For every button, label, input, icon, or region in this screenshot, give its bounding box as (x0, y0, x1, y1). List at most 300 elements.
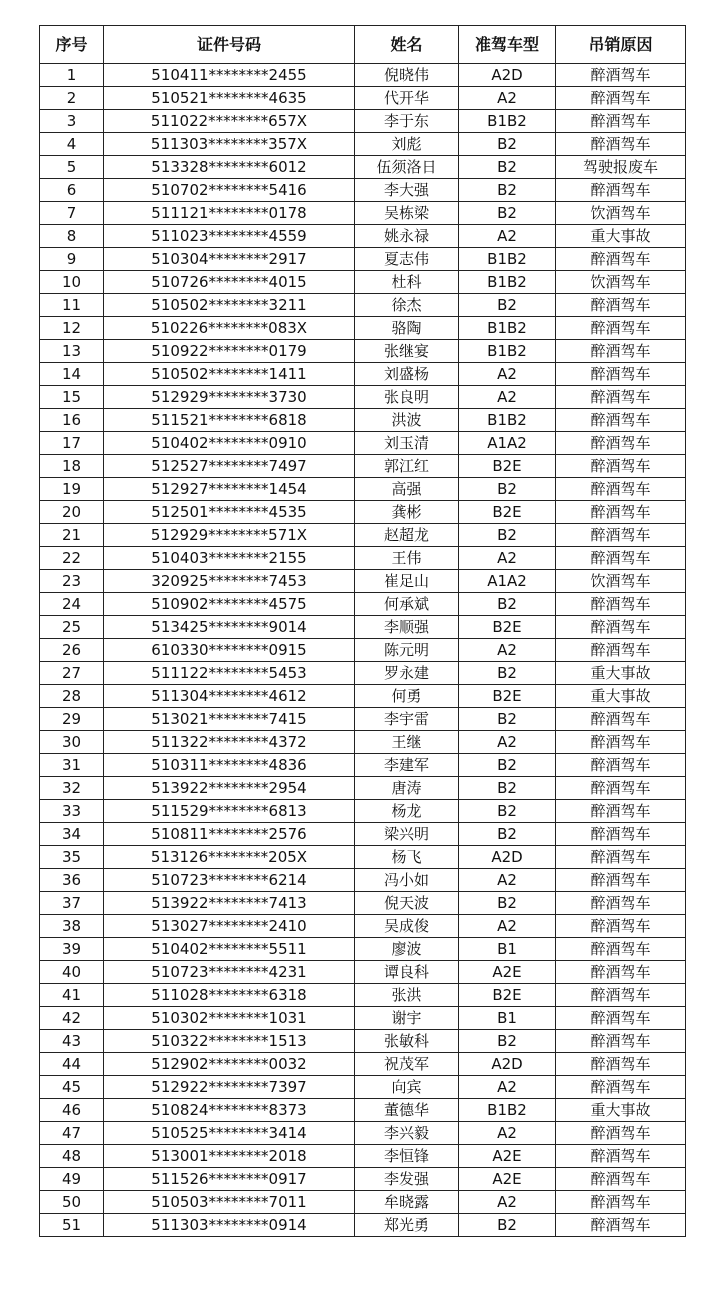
cell-id-number: 513027********2410 (104, 915, 355, 938)
cell-id-number: 513922********2954 (104, 777, 355, 800)
table-row (40, 777, 686, 800)
cell-revocation-reason: 醉酒驾车 (556, 1191, 686, 1214)
cell-index: 13 (40, 340, 104, 363)
cell-id-number: 510525********3414 (104, 1122, 355, 1145)
cell-id-number: 510411********2455 (104, 64, 355, 87)
table-row (40, 524, 686, 547)
cell-name: 伍须洛日 (355, 156, 459, 179)
cell-id-number: 513922********7413 (104, 892, 355, 915)
table-row (40, 202, 686, 225)
cell-index: 7 (40, 202, 104, 225)
header-index: 序号 (40, 26, 104, 64)
cell-name: 崔足山 (355, 570, 459, 593)
cell-revocation-reason: 醉酒驾车 (556, 1145, 686, 1168)
cell-index: 36 (40, 869, 104, 892)
cell-revocation-reason: 醉酒驾车 (556, 409, 686, 432)
cell-index: 41 (40, 984, 104, 1007)
cell-license-class: B2 (459, 892, 556, 915)
cell-index: 43 (40, 1030, 104, 1053)
header-name: 姓名 (355, 26, 459, 64)
cell-id-number: 513425********9014 (104, 616, 355, 639)
cell-revocation-reason: 醉酒驾车 (556, 731, 686, 754)
cell-name: 冯小如 (355, 869, 459, 892)
cell-id-number: 512929********571X (104, 524, 355, 547)
cell-index: 51 (40, 1214, 104, 1237)
cell-index: 5 (40, 156, 104, 179)
table-row (40, 869, 686, 892)
cell-license-class: A2 (459, 639, 556, 662)
cell-revocation-reason: 醉酒驾车 (556, 777, 686, 800)
cell-index: 37 (40, 892, 104, 915)
cell-id-number: 511303********0914 (104, 1214, 355, 1237)
table-row (40, 294, 686, 317)
cell-license-class: B2 (459, 662, 556, 685)
cell-index: 44 (40, 1053, 104, 1076)
table-row (40, 110, 686, 133)
cell-name: 李兴毅 (355, 1122, 459, 1145)
cell-name: 郑光勇 (355, 1214, 459, 1237)
cell-revocation-reason: 醉酒驾车 (556, 938, 686, 961)
cell-license-class: B1B2 (459, 317, 556, 340)
table-row (40, 800, 686, 823)
cell-index: 50 (40, 1191, 104, 1214)
cell-index: 34 (40, 823, 104, 846)
cell-license-class: B1 (459, 938, 556, 961)
cell-revocation-reason: 醉酒驾车 (556, 64, 686, 87)
cell-license-class: B2 (459, 133, 556, 156)
cell-license-class: A2D (459, 846, 556, 869)
cell-index: 35 (40, 846, 104, 869)
cell-license-class: B2 (459, 823, 556, 846)
cell-id-number: 510503********7011 (104, 1191, 355, 1214)
cell-revocation-reason: 醉酒驾车 (556, 363, 686, 386)
cell-id-number: 510824********8373 (104, 1099, 355, 1122)
cell-index: 22 (40, 547, 104, 570)
cell-id-number: 511122********5453 (104, 662, 355, 685)
cell-name: 姚永禄 (355, 225, 459, 248)
cell-id-number: 511022********657X (104, 110, 355, 133)
cell-index: 18 (40, 455, 104, 478)
cell-id-number: 512501********4535 (104, 501, 355, 524)
table-row (40, 662, 686, 685)
cell-name: 洪波 (355, 409, 459, 432)
cell-id-number: 511303********357X (104, 133, 355, 156)
cell-revocation-reason: 醉酒驾车 (556, 961, 686, 984)
cell-license-class: B2E (459, 616, 556, 639)
cell-revocation-reason: 醉酒驾车 (556, 639, 686, 662)
cell-revocation-reason: 饮酒驾车 (556, 202, 686, 225)
cell-license-class: B2 (459, 800, 556, 823)
table-row (40, 1099, 686, 1122)
cell-id-number: 511121********0178 (104, 202, 355, 225)
table-row (40, 708, 686, 731)
cell-name: 李于东 (355, 110, 459, 133)
cell-index: 3 (40, 110, 104, 133)
cell-index: 47 (40, 1122, 104, 1145)
cell-index: 19 (40, 478, 104, 501)
table-row (40, 225, 686, 248)
table-body (40, 64, 686, 1237)
cell-name: 代开华 (355, 87, 459, 110)
cell-id-number: 510521********4635 (104, 87, 355, 110)
cell-revocation-reason: 醉酒驾车 (556, 248, 686, 271)
cell-name: 廖波 (355, 938, 459, 961)
cell-name: 李建军 (355, 754, 459, 777)
cell-name: 何承斌 (355, 593, 459, 616)
cell-license-class: B1B2 (459, 271, 556, 294)
cell-index: 11 (40, 294, 104, 317)
table-row (40, 984, 686, 1007)
cell-id-number: 610330********0915 (104, 639, 355, 662)
cell-name: 杨龙 (355, 800, 459, 823)
cell-name: 谢宇 (355, 1007, 459, 1030)
cell-id-number: 512527********7497 (104, 455, 355, 478)
table-row (40, 1214, 686, 1237)
cell-license-class: B2 (459, 202, 556, 225)
cell-license-class: B2 (459, 524, 556, 547)
cell-name: 谭良科 (355, 961, 459, 984)
cell-index: 33 (40, 800, 104, 823)
cell-revocation-reason: 饮酒驾车 (556, 570, 686, 593)
table-row (40, 1007, 686, 1030)
header-revocation-reason: 吊销原因 (556, 26, 686, 64)
cell-name: 倪天波 (355, 892, 459, 915)
cell-index: 24 (40, 593, 104, 616)
cell-license-class: A2 (459, 731, 556, 754)
cell-revocation-reason: 醉酒驾车 (556, 593, 686, 616)
cell-name: 董德华 (355, 1099, 459, 1122)
cell-revocation-reason: 醉酒驾车 (556, 1168, 686, 1191)
header-id-number: 证件号码 (104, 26, 355, 64)
cell-id-number: 513001********2018 (104, 1145, 355, 1168)
table-row (40, 915, 686, 938)
table-row (40, 156, 686, 179)
cell-license-class: B1B2 (459, 248, 556, 271)
cell-name: 王继 (355, 731, 459, 754)
cell-id-number: 510726********4015 (104, 271, 355, 294)
cell-name: 刘彪 (355, 133, 459, 156)
cell-id-number: 511526********0917 (104, 1168, 355, 1191)
table-row (40, 455, 686, 478)
cell-name: 徐杰 (355, 294, 459, 317)
cell-index: 29 (40, 708, 104, 731)
cell-id-number: 510402********0910 (104, 432, 355, 455)
table-row (40, 340, 686, 363)
cell-revocation-reason: 醉酒驾车 (556, 1214, 686, 1237)
table-row (40, 64, 686, 87)
cell-id-number: 510702********5416 (104, 179, 355, 202)
cell-revocation-reason: 驾驶报废车 (556, 156, 686, 179)
cell-index: 45 (40, 1076, 104, 1099)
cell-name: 李大强 (355, 179, 459, 202)
cell-index: 6 (40, 179, 104, 202)
cell-revocation-reason: 醉酒驾车 (556, 87, 686, 110)
cell-name: 牟晓露 (355, 1191, 459, 1214)
cell-revocation-reason: 重大事故 (556, 685, 686, 708)
table-row (40, 271, 686, 294)
table-row (40, 409, 686, 432)
cell-id-number: 510723********6214 (104, 869, 355, 892)
cell-index: 21 (40, 524, 104, 547)
table-row (40, 754, 686, 777)
cell-index: 12 (40, 317, 104, 340)
cell-revocation-reason: 重大事故 (556, 662, 686, 685)
cell-license-class: A1A2 (459, 432, 556, 455)
cell-license-class: B2 (459, 156, 556, 179)
cell-name: 高强 (355, 478, 459, 501)
table-row (40, 386, 686, 409)
cell-index: 49 (40, 1168, 104, 1191)
cell-license-class: B2E (459, 455, 556, 478)
cell-name: 杨飞 (355, 846, 459, 869)
cell-revocation-reason: 醉酒驾车 (556, 179, 686, 202)
cell-license-class: A2 (459, 869, 556, 892)
cell-license-class: B1B2 (459, 340, 556, 363)
cell-revocation-reason: 重大事故 (556, 1099, 686, 1122)
table-row (40, 501, 686, 524)
cell-index: 32 (40, 777, 104, 800)
cell-index: 39 (40, 938, 104, 961)
cell-name: 陈元明 (355, 639, 459, 662)
table-row (40, 87, 686, 110)
table-row (40, 639, 686, 662)
cell-index: 2 (40, 87, 104, 110)
cell-index: 17 (40, 432, 104, 455)
cell-license-class: A2 (459, 363, 556, 386)
table-row (40, 593, 686, 616)
cell-license-class: A2D (459, 64, 556, 87)
table-row (40, 478, 686, 501)
cell-license-class: B2 (459, 1214, 556, 1237)
table-row (40, 616, 686, 639)
cell-license-class: A2 (459, 87, 556, 110)
table-row (40, 363, 686, 386)
cell-id-number: 510902********4575 (104, 593, 355, 616)
table-row (40, 1191, 686, 1214)
cell-name: 王伟 (355, 547, 459, 570)
cell-license-class: A2E (459, 961, 556, 984)
cell-index: 10 (40, 271, 104, 294)
cell-revocation-reason: 醉酒驾车 (556, 984, 686, 1007)
table-row (40, 1053, 686, 1076)
cell-license-class: A2 (459, 1076, 556, 1099)
cell-index: 27 (40, 662, 104, 685)
cell-id-number: 510403********2155 (104, 547, 355, 570)
cell-revocation-reason: 醉酒驾车 (556, 1076, 686, 1099)
revocation-table (39, 25, 686, 1237)
cell-id-number: 510226********083X (104, 317, 355, 340)
cell-id-number: 513021********7415 (104, 708, 355, 731)
cell-id-number: 512922********7397 (104, 1076, 355, 1099)
cell-license-class: B2E (459, 501, 556, 524)
cell-revocation-reason: 醉酒驾车 (556, 478, 686, 501)
table-row (40, 685, 686, 708)
cell-id-number: 513126********205X (104, 846, 355, 869)
cell-name: 张洪 (355, 984, 459, 1007)
cell-id-number: 510811********2576 (104, 823, 355, 846)
cell-revocation-reason: 醉酒驾车 (556, 110, 686, 133)
cell-revocation-reason: 醉酒驾车 (556, 869, 686, 892)
cell-index: 8 (40, 225, 104, 248)
cell-id-number: 510402********5511 (104, 938, 355, 961)
cell-name: 杜科 (355, 271, 459, 294)
cell-revocation-reason: 饮酒驾车 (556, 271, 686, 294)
cell-license-class: A2 (459, 386, 556, 409)
cell-name: 郭江红 (355, 455, 459, 478)
table-row (40, 1122, 686, 1145)
cell-revocation-reason: 醉酒驾车 (556, 754, 686, 777)
cell-license-class: A2 (459, 915, 556, 938)
cell-index: 15 (40, 386, 104, 409)
table-row (40, 731, 686, 754)
cell-revocation-reason: 醉酒驾车 (556, 1007, 686, 1030)
cell-id-number: 513328********6012 (104, 156, 355, 179)
cell-name: 李发强 (355, 1168, 459, 1191)
cell-license-class: A2 (459, 1122, 556, 1145)
cell-revocation-reason: 醉酒驾车 (556, 846, 686, 869)
cell-index: 46 (40, 1099, 104, 1122)
cell-revocation-reason: 重大事故 (556, 225, 686, 248)
cell-id-number: 510723********4231 (104, 961, 355, 984)
cell-index: 30 (40, 731, 104, 754)
cell-revocation-reason: 醉酒驾车 (556, 892, 686, 915)
cell-id-number: 511023********4559 (104, 225, 355, 248)
cell-revocation-reason: 醉酒驾车 (556, 501, 686, 524)
table-row (40, 892, 686, 915)
table-row (40, 133, 686, 156)
table-row (40, 570, 686, 593)
cell-name: 唐涛 (355, 777, 459, 800)
cell-license-class: A2D (459, 1053, 556, 1076)
cell-id-number: 511304********4612 (104, 685, 355, 708)
table-row (40, 248, 686, 271)
cell-license-class: A2 (459, 1191, 556, 1214)
table-row (40, 938, 686, 961)
cell-id-number: 320925********7453 (104, 570, 355, 593)
cell-index: 38 (40, 915, 104, 938)
cell-index: 25 (40, 616, 104, 639)
cell-revocation-reason: 醉酒驾车 (556, 432, 686, 455)
cell-license-class: B1B2 (459, 409, 556, 432)
cell-license-class: B2 (459, 478, 556, 501)
cell-id-number: 510322********1513 (104, 1030, 355, 1053)
cell-license-class: B2 (459, 1030, 556, 1053)
cell-name: 龚彬 (355, 501, 459, 524)
cell-id-number: 510302********1031 (104, 1007, 355, 1030)
cell-revocation-reason: 醉酒驾车 (556, 616, 686, 639)
cell-id-number: 510502********3211 (104, 294, 355, 317)
cell-index: 31 (40, 754, 104, 777)
cell-name: 吴栋梁 (355, 202, 459, 225)
cell-license-class: B2 (459, 708, 556, 731)
cell-index: 20 (40, 501, 104, 524)
table-row (40, 317, 686, 340)
cell-index: 48 (40, 1145, 104, 1168)
cell-id-number: 510311********4836 (104, 754, 355, 777)
cell-license-class: B2 (459, 294, 556, 317)
cell-license-class: B2E (459, 984, 556, 1007)
header-row (40, 26, 686, 64)
cell-revocation-reason: 醉酒驾车 (556, 915, 686, 938)
cell-revocation-reason: 醉酒驾车 (556, 294, 686, 317)
header-license-class: 准驾车型 (459, 26, 556, 64)
cell-license-class: B2E (459, 685, 556, 708)
cell-name: 吴成俊 (355, 915, 459, 938)
cell-name: 罗永建 (355, 662, 459, 685)
cell-name: 张敏科 (355, 1030, 459, 1053)
cell-revocation-reason: 醉酒驾车 (556, 800, 686, 823)
cell-revocation-reason: 醉酒驾车 (556, 133, 686, 156)
cell-license-class: B2 (459, 754, 556, 777)
cell-license-class: B2 (459, 593, 556, 616)
cell-revocation-reason: 醉酒驾车 (556, 547, 686, 570)
cell-license-class: B2 (459, 179, 556, 202)
cell-name: 李顺强 (355, 616, 459, 639)
cell-name: 梁兴明 (355, 823, 459, 846)
table-row (40, 1030, 686, 1053)
cell-name: 张继宴 (355, 340, 459, 363)
cell-license-class: B1 (459, 1007, 556, 1030)
table-row (40, 547, 686, 570)
cell-license-class: B1B2 (459, 110, 556, 133)
cell-id-number: 511521********6818 (104, 409, 355, 432)
cell-id-number: 511529********6813 (104, 800, 355, 823)
cell-revocation-reason: 醉酒驾车 (556, 708, 686, 731)
cell-index: 42 (40, 1007, 104, 1030)
cell-index: 1 (40, 64, 104, 87)
cell-index: 9 (40, 248, 104, 271)
table-row (40, 961, 686, 984)
cell-id-number: 511322********4372 (104, 731, 355, 754)
cell-id-number: 511028********6318 (104, 984, 355, 1007)
cell-id-number: 512902********0032 (104, 1053, 355, 1076)
cell-name: 祝茂军 (355, 1053, 459, 1076)
table-row (40, 1145, 686, 1168)
cell-revocation-reason: 醉酒驾车 (556, 524, 686, 547)
cell-id-number: 512927********1454 (104, 478, 355, 501)
cell-id-number: 512929********3730 (104, 386, 355, 409)
cell-name: 刘盛杨 (355, 363, 459, 386)
cell-index: 4 (40, 133, 104, 156)
cell-revocation-reason: 醉酒驾车 (556, 455, 686, 478)
cell-license-class: A2E (459, 1145, 556, 1168)
cell-name: 倪晓伟 (355, 64, 459, 87)
cell-name: 李恒锋 (355, 1145, 459, 1168)
cell-name: 夏志伟 (355, 248, 459, 271)
cell-index: 28 (40, 685, 104, 708)
table-row (40, 1168, 686, 1191)
cell-license-class: A2 (459, 547, 556, 570)
cell-index: 40 (40, 961, 104, 984)
cell-name: 张良明 (355, 386, 459, 409)
cell-revocation-reason: 醉酒驾车 (556, 1053, 686, 1076)
cell-revocation-reason: 醉酒驾车 (556, 317, 686, 340)
cell-index: 14 (40, 363, 104, 386)
cell-name: 骆陶 (355, 317, 459, 340)
cell-name: 李宇雷 (355, 708, 459, 731)
table-row (40, 179, 686, 202)
cell-license-class: B2 (459, 777, 556, 800)
cell-name: 刘玉清 (355, 432, 459, 455)
cell-license-class: A1A2 (459, 570, 556, 593)
cell-index: 26 (40, 639, 104, 662)
cell-revocation-reason: 醉酒驾车 (556, 386, 686, 409)
cell-id-number: 510502********1411 (104, 363, 355, 386)
cell-id-number: 510922********0179 (104, 340, 355, 363)
cell-index: 16 (40, 409, 104, 432)
cell-name: 向宾 (355, 1076, 459, 1099)
cell-license-class: A2E (459, 1168, 556, 1191)
